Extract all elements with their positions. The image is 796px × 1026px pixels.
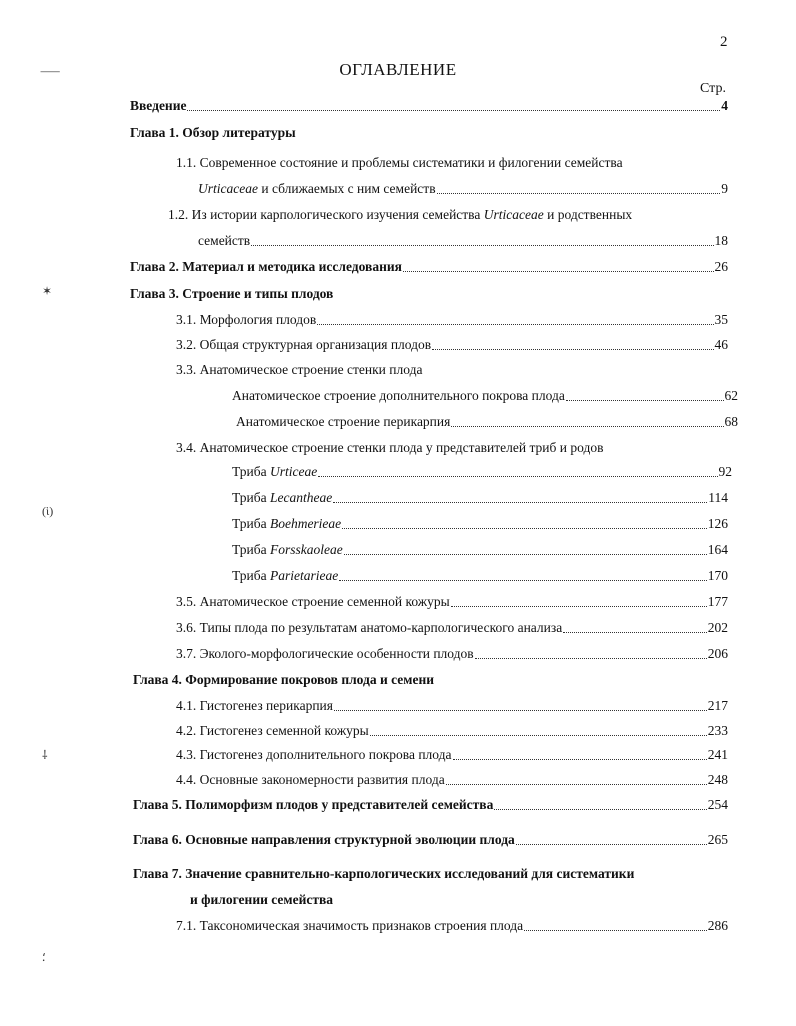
toc-section-1-1-line2 (198, 180, 728, 198)
toc-chapter-2 (130, 258, 728, 276)
toc-label (232, 489, 332, 507)
toc-tribe-entry (232, 515, 728, 533)
toc-label-post: и родственных (543, 207, 633, 222)
toc-chapter-4: Глава 4. Формирование покровов плода и семени (133, 672, 435, 687)
leader-dots (318, 475, 717, 477)
toc-page: 46 (714, 337, 728, 352)
page-column-label: Стр. (700, 81, 726, 96)
leader-dots (566, 399, 724, 401)
leader-dots (342, 527, 707, 529)
toc-chapter-7-line1: Глава 7. Значение сравнительно-карпологических исследований для систематики (133, 866, 635, 881)
toc-label: 3.5. Анатомическое строение семенной кожуры (176, 594, 450, 609)
toc-section-1-2-line1 (168, 206, 632, 224)
toc-label-rest: и сближаемых с ним семейств (257, 181, 436, 196)
leader-dots (333, 501, 707, 503)
toc-page: 265 (707, 832, 728, 847)
toc-label: 4.4. Основные закономерности развития плода (176, 772, 445, 787)
toc-page: 286 (707, 918, 728, 933)
toc-page: 62 (724, 388, 738, 403)
toc-chapter-3: Глава 3. Строение и типы плодов (130, 286, 334, 301)
toc-page: 206 (707, 646, 728, 661)
taxon-name: Urticeae (269, 464, 318, 479)
taxon-name: Parietarieae (269, 568, 339, 583)
toc-label: 4.1. Гистогенез перикарпия (176, 698, 333, 713)
toc-label (232, 541, 343, 559)
toc-page: 26 (714, 259, 728, 274)
toc-label: 3.2. Общая структурная организация плодов (176, 337, 432, 352)
leader-dots (403, 270, 714, 272)
toc-page: 4 (721, 98, 728, 113)
leader-dots (524, 929, 707, 931)
margin-mark: ⸺ (40, 64, 61, 78)
tribe-prefix: Триба (232, 568, 270, 583)
toc-chapter-7-line2: и филогении семейства (190, 892, 334, 907)
toc-chapter-6 (133, 831, 728, 849)
tribe-prefix: Триба (232, 542, 270, 557)
toc-section-3-2 (176, 336, 728, 354)
taxon-name: Boehmerieae (269, 516, 342, 531)
tribe-prefix: Триба (232, 464, 270, 479)
tribe-prefix: Триба (232, 516, 270, 531)
toc-chapter-1: Глава 1. Обзор литературы (130, 125, 296, 140)
taxon-name: Forsskaoleae (269, 542, 343, 557)
toc-label: Глава 6. Основные направления структурной эволюции плода (133, 832, 515, 847)
toc-page: 170 (707, 568, 728, 583)
toc-section-1-1-line1: 1.1. Современное состояние и проблемы систематики и филогении семейства (176, 155, 623, 170)
page-number: 2 (720, 34, 728, 50)
toc-subsection-3-3b (236, 413, 738, 431)
toc-section-7-1 (176, 917, 728, 935)
margin-mark: ⸸ (42, 748, 48, 762)
toc-section-3-3: 3.3. Анатомическое строение стенки плода (176, 362, 423, 377)
leader-dots (317, 323, 713, 325)
tribe-prefix: Триба (232, 490, 270, 505)
toc-section-4-3 (176, 746, 728, 764)
taxon-name: Urticaceae (198, 181, 258, 196)
toc-page: 126 (707, 516, 728, 531)
toc-section-3-4: 3.4. Анатомическое строение стенки плода у представителей триб и родов (176, 440, 604, 455)
toc-label (232, 463, 317, 481)
leader-dots (563, 631, 707, 633)
leader-dots (516, 843, 707, 845)
toc-label (232, 567, 338, 585)
toc-page: 254 (707, 797, 728, 812)
toc-page: 92 (718, 464, 732, 479)
toc-page: 164 (707, 542, 728, 557)
toc-page: 18 (714, 233, 728, 248)
toc-section-3-5 (176, 593, 728, 611)
toc-label: Глава 2. Материал и методика исследования (130, 259, 402, 274)
leader-dots (187, 109, 720, 111)
toc-section-3-1 (176, 311, 728, 329)
toc-label (232, 515, 341, 533)
toc-label: 3.7. Эколого-морфологические особенности плодов (176, 646, 474, 661)
toc-page: 248 (707, 772, 728, 787)
toc-section-4-2 (176, 722, 728, 740)
leader-dots (339, 579, 707, 581)
toc-page: 241 (707, 747, 728, 762)
leader-dots (251, 244, 713, 246)
toc-label (198, 180, 436, 198)
toc-label: 7.1. Таксономическая значимость признаков строения плода (176, 918, 524, 933)
toc-section-1-2-line2 (198, 232, 728, 250)
toc-chapter-5 (133, 796, 728, 814)
taxon-name: Lecantheae (269, 490, 333, 505)
margin-mark: ✶ (42, 284, 53, 298)
margin-mark: (ὶ) (42, 504, 54, 518)
leader-dots (475, 657, 707, 659)
margin-mark: ⸵ (42, 950, 46, 964)
toc-section-4-4 (176, 771, 728, 789)
leader-dots (446, 783, 707, 785)
toc-label: Анатомическое строение дополнительного покрова плода (232, 388, 565, 403)
toc-label: 4.2. Гистогенез семенной кожуры (176, 723, 369, 738)
leader-dots (453, 758, 707, 760)
toc-section-3-7 (176, 645, 728, 663)
toc-section-4-1 (176, 697, 728, 715)
toc-label: 3.6. Типы плода по результатам анатомо-карпологического анализа (176, 620, 563, 635)
toc-page: 177 (707, 594, 728, 609)
toc-tribe-entry (232, 489, 728, 507)
toc-label: Введение (130, 98, 187, 113)
toc-subsection-3-3a (232, 387, 738, 405)
leader-dots (370, 734, 707, 736)
toc-tribe-entry (232, 463, 732, 481)
toc-page: 35 (714, 312, 728, 327)
leader-dots (451, 425, 723, 427)
page-title: ОГЛАВЛЕНИЕ (339, 60, 457, 79)
toc-label: 3.1. Морфология плодов (176, 312, 317, 327)
leader-dots (451, 605, 707, 607)
leader-dots (432, 348, 713, 350)
toc-page: 68 (724, 414, 738, 429)
toc-entry-intro (130, 97, 728, 115)
leader-dots (494, 808, 706, 810)
leader-dots (334, 709, 707, 711)
toc-label: Анатомическое строение перикарпия (236, 414, 451, 429)
toc-page: 233 (707, 723, 728, 738)
taxon-name: Urticaceae (483, 207, 544, 222)
toc-section-3-6 (176, 619, 728, 637)
toc-label-pre: 1.2. Из истории карпологического изучения семейства (168, 207, 484, 222)
toc-tribe-entry (232, 567, 728, 585)
toc-label: Глава 5. Полиморфизм плодов у представителей семейства (133, 797, 494, 812)
toc-page: 217 (707, 698, 728, 713)
toc-page: 9 (721, 181, 728, 196)
toc-tribe-entry (232, 541, 728, 559)
leader-dots (437, 192, 721, 194)
toc-label: 4.3. Гистогенез дополнительного покрова плода (176, 747, 452, 762)
toc-page: 114 (708, 490, 728, 505)
leader-dots (344, 553, 707, 555)
toc-label: семейств (198, 233, 251, 248)
toc-page: 202 (707, 620, 728, 635)
